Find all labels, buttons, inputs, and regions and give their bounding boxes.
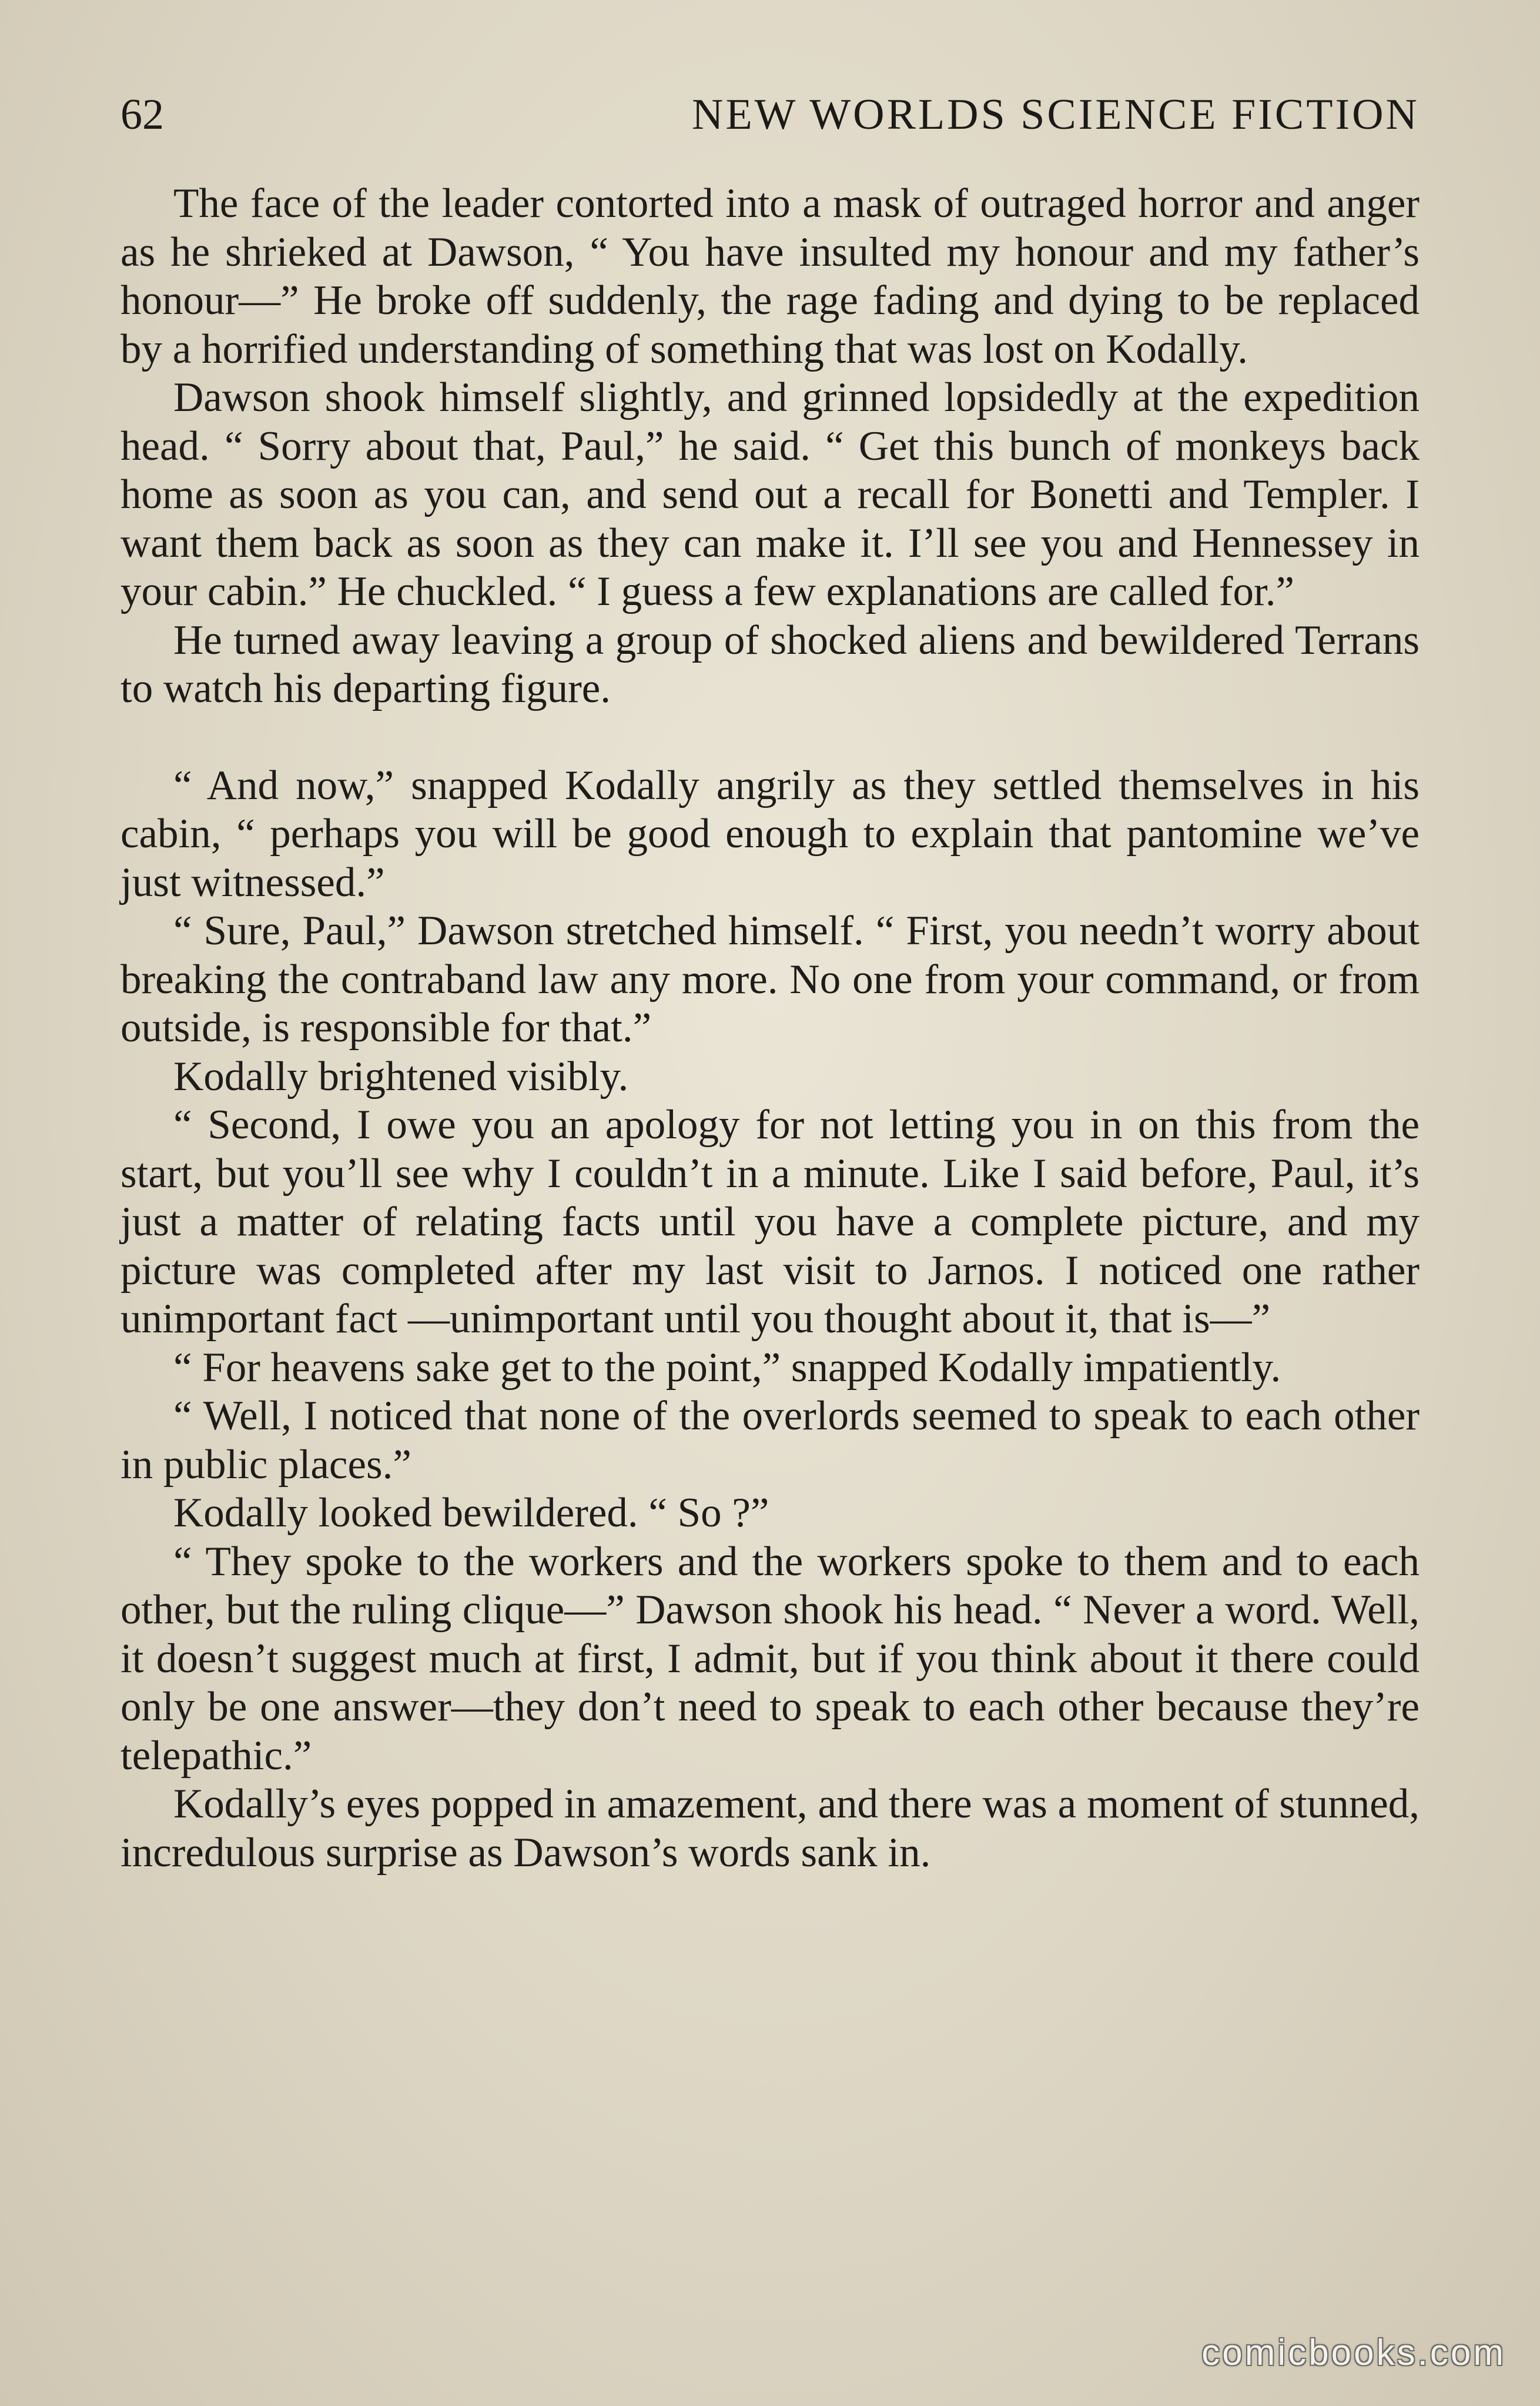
paragraph: Kodally looked bewildered. “ So ?” — [173, 1490, 769, 1536]
story-text — [120, 179, 1420, 1877]
paragraph: “ Sure, Paul,” Dawson stretched himself. “ First, you needn’t worry about breaking the contraband law any more. No one from your command, or from outside, is responsible for that.” — [120, 908, 1420, 1051]
paragraph: Kodally’s eyes popped in amazement, and there was a moment of stunned, incredulous surprise as Dawson’s words sank in. — [120, 1781, 1420, 1876]
watermark: comicbooks.com — [1201, 2333, 1506, 2373]
paragraph: Dawson shook himself slightly, and grinned lopsidedly at the expedition head. “ Sorry about that, Paul,” he said. “ Get this bunch of monkeys back home as soon as you can, and send out a recall for Bonetti and Templer. I want them back as soon as they can make it. I’ll see you and Hennessey in your cabin.” He chuckled. “ I guess a few explanations are called for.” — [120, 375, 1420, 614]
page-number: 62 — [120, 91, 164, 139]
paragraph: The face of the leader contorted into a mask of outraged horror and anger as he shrieked at Dawson, “ You have insulted my honour and my father’s honour—” He broke off suddenly, the rage fading and dying to be replaced by a horrified understanding of something that was lost on Kodally. — [120, 181, 1420, 372]
paragraph: “ They spoke to the workers and the workers spoke to them and to each other, but the ruling clique—” Dawson shook his head. “ Never a word. Well, it doesn’t suggest much at first, I admit, but if you think about it there could only be one answer—they don’t need to speak to each other because they’re telepathic.” — [120, 1538, 1420, 1779]
paragraph: He turned away leaving a group of shocked aliens and bewildered Terrans to watch his departing figure. — [120, 617, 1420, 711]
page-header — [120, 82, 1420, 147]
running-head: NEW WORLDS SCIENCE FICTION — [692, 91, 1420, 139]
paragraph: “ Second, I owe you an apology for not letting you in on this from the start, but you’ll see why I couldn’t in a minute. Like I said before, Paul, it’s just a matter of relating facts until you have a complete picture, and my picture was completed after my last visit to Jarnos. I noticed one rather unimportant fact —unimportant until you thought about it, that is—” — [120, 1102, 1420, 1342]
paragraph: Kodally brightened visibly. — [173, 1053, 629, 1100]
paragraph: “ And now,” snapped Kodally angrily as they settled themselves in his cabin, “ perhaps you will be good enough to explain that pantomine we’ve just witnessed.” — [120, 762, 1420, 905]
paragraph: “ For heavens sake get to the point,” snapped Kodally impatiently. — [173, 1344, 1281, 1391]
paragraph: “ Well, I noticed that none of the overlords seemed to speak to each other in public places.” — [120, 1393, 1420, 1488]
